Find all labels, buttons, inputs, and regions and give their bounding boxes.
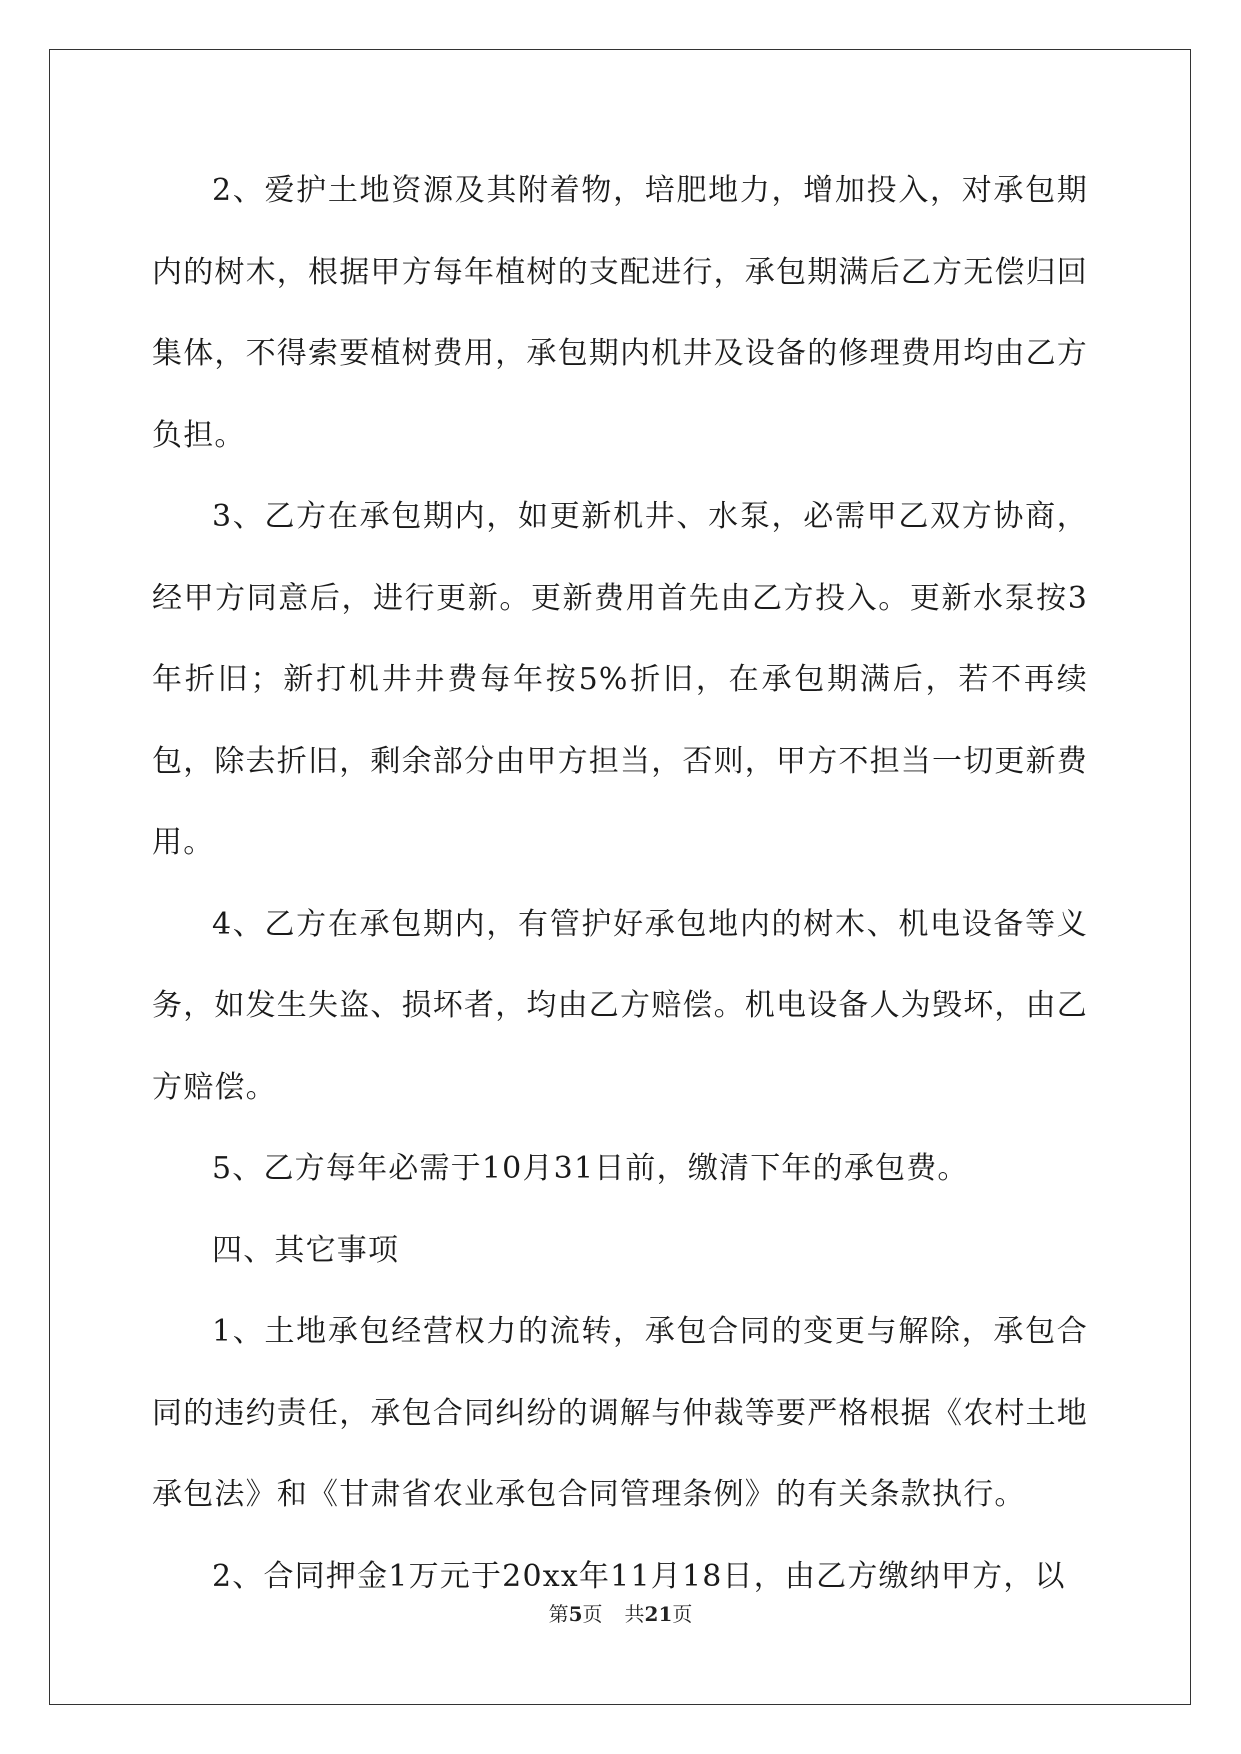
section-heading: 四、其它事项 (212, 1232, 400, 1268)
paragraph: 2、合同押金1万元于20xx年11月18日，由乙方缴纳甲方，以 (212, 1558, 1066, 1594)
page-suffix: 页 (582, 1602, 603, 1626)
total-pages: 21 (644, 1602, 673, 1626)
total-prefix: 共 (624, 1602, 645, 1626)
page-footer (0, 1598, 1241, 1627)
total-suffix: 页 (672, 1602, 693, 1626)
page-number: 5 (568, 1602, 583, 1626)
paragraph: 5、乙方每年必需于10月31日前，缴清下年的承包费。 (212, 1151, 969, 1186)
paragraph: 1、土地承包经营权力的流转，承包合同的变更与解除，承包合同的违约责任，承包合同纠纷的调解与仲裁等要严格根据《农村土地承包法》和《甘肃省农业承包合同管理条例》的有关条款执行。 (152, 1314, 1088, 1512)
page-prefix: 第 (548, 1602, 569, 1626)
paragraph: 4、乙方在承包期内，有管护好承包地内的树木、机电设备等义务，如发生失盗、损坏者，均由乙方赔偿。机电设备人为毁坏，由乙方赔偿。 (152, 906, 1088, 1105)
paragraph: 3、乙方在承包期内，如更新机井、水泵，必需甲乙双方协商，经甲方同意后，进行更新。更新费用首先由乙方投入。更新水泵按3年折旧；新打机井井费每年按5%折旧，在承包期满后，若不再续包，除去折旧，剩余部分由甲方担当，否则，甲方不担当一切更新费用。 (152, 499, 1088, 860)
document-body (152, 150, 1088, 1617)
paragraph: 2、爱护土地资源及其附着物，培肥地力，增加投入，对承包期内的树木，根据甲方每年植树的支配进行，承包期满后乙方无偿归回集体，不得索要植树费用，承包期内机井及设备的修理费用均由乙方负担。 (152, 173, 1088, 453)
